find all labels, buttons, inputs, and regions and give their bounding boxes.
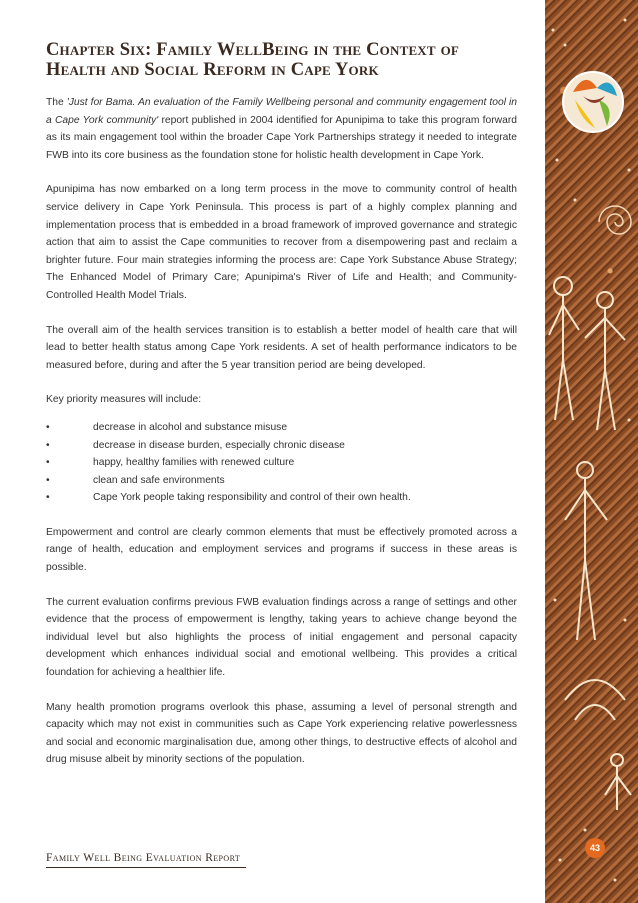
paragraph-1: [46, 94, 517, 164]
bullet-icon: •: [46, 421, 50, 433]
paragraph-1-post: report published in 2004 identified for Apunipima to take this program forward as its main engagement tool within the broader Cape York Partnerships strategy it needed to integrate FWB into its core business as the foundation stone for holistic health development in Cape York.: [46, 114, 517, 161]
report-title-italic: 'Just for Bama. An evaluation of the Family Wellbeing personal and community engagement tool in a Cape York community': [46, 97, 517, 126]
footer-report-title: Family Well Being Evaluation Report: [46, 852, 246, 868]
list-item-text: clean and safe environments: [93, 474, 225, 486]
main-content: [46, 40, 517, 786]
list-item: [46, 419, 517, 437]
human-figures-icon: [549, 277, 631, 810]
paragraph-7: Many health promotion programs overlook this phase, assuming a level of personal strength and capacity which may not exist in communities such as Cape York experiencing relative powerlessness and social and economic marginalisation due, among other things, to destructive effects of alcohol and drug misuse albeit by minority sections of the population.: [46, 701, 517, 766]
paragraph-5: Empowerment and control are clearly common elements that must be effectively promoted across a range of health, education and employment services and programs if success in these areas is possible.: [46, 526, 517, 574]
priority-measures-list: [46, 419, 517, 507]
bullet-icon: •: [46, 439, 50, 451]
bullet-icon: •: [46, 457, 50, 469]
decorative-artwork: [545, 0, 638, 903]
paragraph-6: The current evaluation confirms previous FWB evaluation findings across a range of settings and other evidence that the process of empowerment is lengthy, taking years to achieve change beyond the individual level but also highlights the process of initial engagement and personal capacity development which enhances individual social and emotional wellbeing. This provides a critical foundation for achieving a healthier life.: [46, 596, 517, 679]
list-item: [46, 454, 517, 472]
list-item: [46, 437, 517, 455]
paragraph-3: The overall aim of the health services transition is to establish a better model of health care that will lead to better health status among Cape York residents. A set of health performance indicators to be measured before, during and after the 5 year transition period are being developed.: [46, 324, 517, 371]
list-item: [46, 472, 517, 490]
chapter-title-line2: Health and Social Reform in Cape York: [46, 60, 379, 80]
list-item-text: happy, healthy families with renewed culture: [93, 457, 295, 469]
list-item-text: decrease in alcohol and substance misuse: [93, 421, 288, 433]
list-item-text: decrease in disease burden, especially chronic disease: [93, 439, 345, 451]
list-item-text: Cape York people taking responsibility and control of their own health.: [93, 492, 411, 504]
paragraph-4: Key priority measures will include:: [46, 394, 202, 406]
logo-icon: [563, 72, 623, 132]
page-number-badge: 43: [585, 838, 605, 858]
artwork-figures: [545, 0, 638, 903]
bullet-icon: •: [46, 492, 50, 504]
chapter-title-line1: Chapter Six: Family WellBeing in the Context of: [46, 40, 460, 60]
spiral-icon: [599, 206, 631, 234]
bullet-icon: •: [46, 474, 50, 486]
paragraph-2: Apunipima has now embarked on a long term process in the move to community control of health service delivery in Cape York Peninsula. This process is part of a highly complex planning and implementation process that is embedded in a broad framework of improved governance and strategic action that aim to assist the Cape communities to recover from a disempowering past and reclaim a brighter future. Four main strategies informing the process are: Cape York Substance Abuse Strategy; The Enhanced Model of Primary Care; Apunipima's River of Life and Health; and Community-Controlled Health Model Trials.: [46, 184, 517, 301]
list-item: [46, 489, 517, 507]
dot-pattern-icon: [552, 19, 631, 882]
chapter-title: [46, 40, 517, 80]
paragraph-1-pre: The: [46, 97, 67, 108]
